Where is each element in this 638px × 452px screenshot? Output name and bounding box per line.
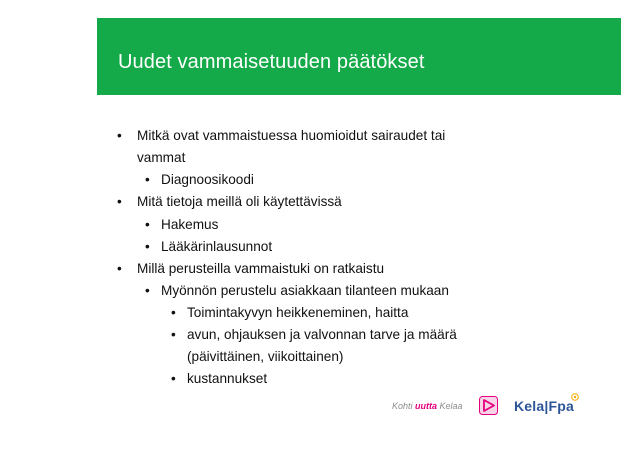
bullet-item: [117, 125, 507, 169]
bullet-text: Myönnön perustelu asiakkaan tilanteen mukaan: [161, 283, 449, 298]
bullet-text: avun, ohjauksen ja valvonnan tarve ja määrä: [187, 327, 457, 342]
bullet-item: [117, 191, 342, 213]
bullet-item: [171, 302, 409, 324]
bullet-item: [117, 258, 385, 280]
bullet-marker: •: [171, 371, 176, 386]
logo-text: Kohti: [392, 401, 416, 411]
play-icon: [479, 396, 498, 415]
bullet-item: [145, 169, 254, 191]
bullet-marker: •: [171, 327, 176, 342]
bullet-text: Hakemus: [161, 217, 219, 232]
bullet-text: Diagnoosikoodi: [161, 172, 254, 187]
bullet-marker: •: [117, 261, 122, 276]
bullet-marker: •: [145, 172, 150, 187]
logo-text-highlight: uutta: [415, 401, 438, 411]
bullet-text: vammat: [137, 150, 186, 165]
bullet-marker: •: [145, 217, 150, 232]
kela-fpa-logo: Kela|Fpa: [514, 398, 574, 414]
bullet-item: [145, 214, 219, 236]
bullet-item: [145, 280, 449, 302]
bullet-text: Mitkä ovat vammaistuessa huomioidut sairaudet tai: [137, 128, 446, 143]
title-bar: [97, 18, 621, 95]
bullet-item: [171, 324, 457, 368]
logo-text: Kelaa: [437, 401, 463, 411]
slide-title: Uudet vammaisetuuden päätökset: [118, 51, 425, 73]
bullet-text: Mitä tietoja meillä oli käytettävissä: [137, 194, 342, 209]
bullet-marker: •: [171, 305, 176, 320]
bullet-marker: •: [117, 194, 122, 209]
kohti-uutta-kelaa-logo: [392, 401, 463, 411]
registered-mark-icon: [571, 393, 579, 401]
bullet-item: [145, 236, 273, 258]
bullet-text: Toimintakyvyn heikkeneminen, haitta: [187, 305, 409, 320]
bullet-text: Lääkärinlausunnot: [161, 239, 273, 254]
bullet-text: (päivittäinen, viikoittainen): [187, 349, 344, 364]
bullet-marker: •: [145, 239, 150, 254]
bullet-text: Millä perusteilla vammaistuki on ratkaistu: [137, 261, 385, 276]
bullet-text: kustannukset: [187, 371, 268, 386]
bullet-marker: •: [117, 128, 122, 143]
bullet-item: [171, 368, 268, 390]
bullet-marker: •: [145, 283, 150, 298]
